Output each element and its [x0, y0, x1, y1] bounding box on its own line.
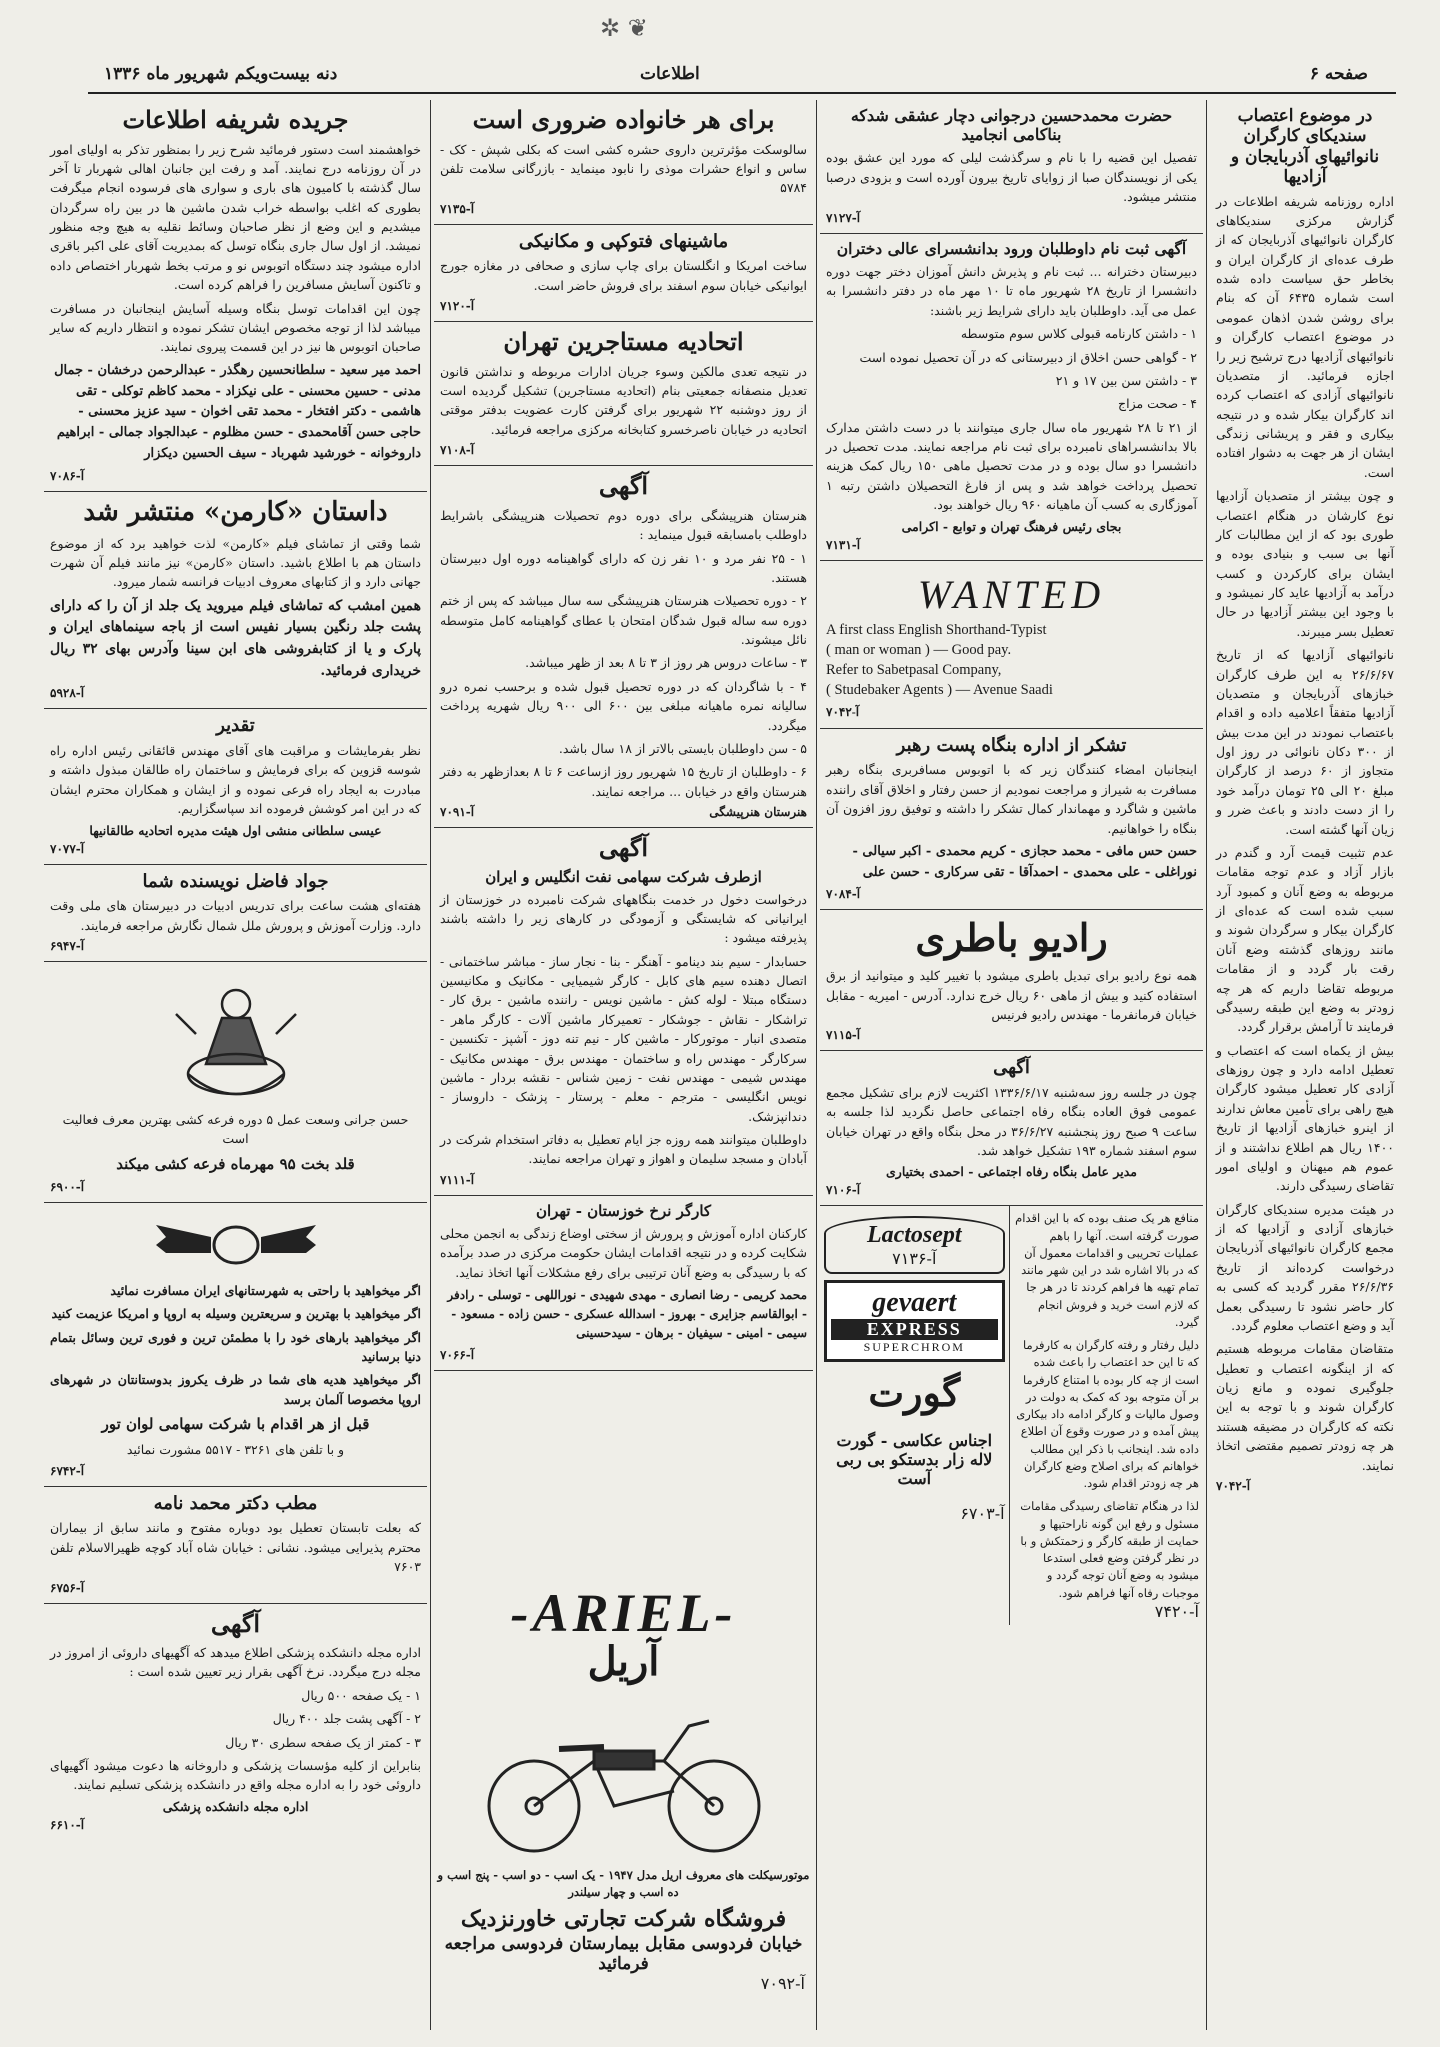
ad-body: دبیرستان دخترانه ... ثبت نام و پذیرش دانش آموزان دختر جهت دوره دانشسرا از تاریخ ۲۸ شهریور ماه تا ۱۰ مهر ماه در دفتر دانشسرا به عمل می آید. داوطلبان باید دارای شرایط زیر باشند: — [826, 264, 1197, 318]
ad-body: اداره مجله دانشکده پزشکی اطلاع میدهد که آگهیهای داروئی از امروز در مجله درج میگردد. نرخ آگهی بقرار زیر تعیین شده است : — [49, 1645, 421, 1680]
newspaper-name: اطلاعات — [640, 64, 700, 84]
ad-title: آگهی — [210, 1608, 261, 1638]
fortune-figure-icon — [176, 990, 296, 1094]
ad-body: که بعلت تابستان تعطیل بود دوباره مفتوح و مانند سابق از بیماران محترم پذیرایی میشود. نشانی : خیابان شاه آباد کوچه ظهیرالاسلام تلفن ۷۶۰۳ — [50, 1520, 421, 1575]
ad-body: همین امشب که تماشای فیلم میروید یک جلد از آن را که دارای پشت جلد رنگین بسیار نفیس است از باجه سینماهای ایران و پارک و یا از کتابفروشی های ابن سینا وآدرس بهای ۳۲ ریال خریداری فرمائید. — [50, 597, 422, 679]
ad-code-text: آ-۶۹۰۰ — [50, 1179, 85, 1194]
column-1 — [1210, 100, 1400, 2030]
ad-title: تشکر از اداره بنگاه پست رهبر — [896, 734, 1127, 756]
ad-body: چون در جلسه روز سه‌شنبه ۱۳۳۶/۶/۱۷ اکثریت لازم برای تشکیل مجمع عمومی فوق العاده بنگاه رفاه اجتماعی حاصل نگردید لذا جلسه به ساعت ۹ صبح روز پنجشنبه ۳۶/۶/۲۷ در محل بنگاه واقع در تهران خیابان سوم اسفند شماره ۱۹۳ تشکیل خواهد شد. — [826, 1084, 1197, 1158]
ad-body: چون این اقدامات توسل بنگاه وسیله آسایش اینجانبان در مسافرت میباشد لذا از توجه مخصوص ایشان تشکر نموده و انتظار داریم که سایر صاحبان اتوبوس ها نیز در این قسمت پیروی نمایند. — [50, 300, 421, 355]
ad-title: جواد فاضل نویسنده شما — [142, 870, 329, 892]
ad-title: داستان «کارمن» منتشر شد — [83, 496, 388, 527]
lottery-illustration — [166, 974, 306, 1104]
ad-code — [826, 538, 1197, 552]
motorcycle-icon — [489, 1721, 759, 1851]
ad-gevaert — [824, 1280, 1005, 1362]
ad-code — [50, 1818, 421, 1832]
ad-body: ساخت امریکا و انگلستان برای چاپ سازی و صحافی در مغازه جورج ایوانیکی خیابان سوم اسفند برای فروش حاضر است. — [440, 258, 807, 293]
ad-doctor-office — [44, 1487, 427, 1604]
ad-code — [440, 299, 807, 313]
ad-thanks-rahbar — [820, 729, 1203, 911]
ad-signature: بجای رئیس فرهنگ تهران و توابع - اکرامی — [901, 518, 1122, 534]
ad-body: اینجانبان امضاء کنندگان زیر که با اتوبوس مسافربری بنگاه رهبر مسافرت به شیراز و مراجعت نمودیم از حسن رفتار و اخلاق آقای راننده ماشین و شاگرد و مهماندار کمال تشکر را داشته و توفیق روز افزون آن بنگاه را خواهانیم. — [826, 762, 1197, 836]
ad-code-text: آ-۷۱۱۱ — [440, 1172, 475, 1187]
ad-body: کارکنان اداره آموزش و پرورش از سختی اوضاع زندگی به انجمن محلی شکایت کرده و در نتیجه اقدامات ایشان حکومت مرکزی در صدد برآمده که با رسیدگی به وضع آنان ترتیبی برای رفع مشکلات آنها اتخاذ نماید. — [440, 1225, 807, 1280]
ad-code — [826, 211, 1197, 225]
ad-item-1: ۱ - ۲۵ نفر مرد و ۱۰ نفر زن که دارای گواهینامه دوره اول دبیرستان هستند. — [440, 550, 808, 585]
ad-item-1: ۱ - یک صفحه ۵۰۰ ریال — [301, 1687, 421, 1703]
ad-signature: عیسی سلطانی منشی اول هیئت مدیره اتحادیه طالقانیها — [89, 822, 382, 838]
ad-code-text: آ-۷۱۰۸ — [440, 443, 475, 458]
ad-title: برای هر خانواده ضروری است — [472, 105, 775, 134]
ad-column-products — [820, 1206, 1009, 1625]
ad-title: آگهی — [993, 1057, 1030, 1079]
ad-code — [434, 1974, 813, 1993]
ad-code-text: آ-۷۴۲۰ — [1154, 1601, 1199, 1621]
ad-acting-school — [434, 466, 813, 828]
ad-code — [1216, 1479, 1394, 1493]
ad-title: تقدیر — [216, 715, 255, 737]
gorth-body: اجناس عکاسی - گورت لاله زار بدستکو بی ربی آست — [836, 1431, 993, 1489]
header-rule — [88, 92, 1396, 94]
requirement-2: ۲ - گواهی حسن اخلاق از دبیرستانی که در آن تحصیل نموده است — [859, 349, 1197, 365]
ad-code-text: آ-۶۷۴۲ — [50, 1463, 85, 1478]
ad-code-text: آ-۷۰۹۲ — [760, 1973, 805, 1993]
ad-javad-fazel — [44, 865, 427, 962]
ad-code — [826, 1183, 1197, 1197]
ad-title: مطب دکتر محمد نامه — [153, 1492, 318, 1514]
ad-code-text: آ-۶۷۵۶ — [50, 1580, 85, 1595]
ad-title: آگهی — [598, 833, 649, 862]
ad-title: حضرت محمدحسین درجوانی دچار عشقی شدکه بناکامی انجامید — [850, 106, 1173, 145]
ad-code — [50, 842, 421, 856]
ad-romance-story — [820, 100, 1203, 234]
ad-signature: اداره مجله دانشکده پزشکی — [162, 1798, 309, 1814]
ad-signature: مدیر عامل بنگاه رفاه اجتماعی - احمدی بختیاری — [886, 1164, 1137, 1180]
ariel-address: خیابان فردوسی مقابل بیمارستان فردوسی مراجعه فرمائید — [444, 1933, 803, 1974]
ad-khuzestan — [434, 1196, 813, 1371]
column-2 — [820, 100, 1203, 2030]
ad-item-4: ۴ - با شاگردان که در دوره تحصیل قبول شده و برحسب نمره درو سالیانه نمره ماهیانه مبلغی بین ۶۰۰ الی ۹۰۰ ریال شهریه پرداخت میگردد. — [440, 678, 807, 733]
ad-insecticide — [434, 100, 813, 225]
issue-date: دنه بیست‌ویکم شهریور ماه ۱۳۳۶ — [104, 64, 338, 84]
page-header — [0, 0, 1440, 84]
ad-item-2: ۲ - دوره تحصیلات هنرستان هنرپیشگی سه سال میباشد که پس از ختم دوره سه ساله قبول شدگان امتحان با عطای گواهینامه کامل متوسطه نائل میشوند. — [440, 593, 807, 647]
ad-body: شما وقتی از تماشای فیلم «کارمن» لذت خواهید برد که از موضوع داستان هم با اطلاع باشید. داستان «کارمن» نیز مانند فیلم آن شهرت جهانی دارد و از کتابهای معروف ادبیات فرانسه شمار میرود. — [50, 535, 421, 590]
ad-code — [826, 1028, 1197, 1042]
signatories: محمد کریمی - رضا انصاری - مهدی شهیدی - نوراللهی - توسلی - رادفر - ابوالقاسم جزایری - بهروز - اسدالله عسکری - حسن زاده - مسعود - سیمی - امینی - سیفیان - برهان - سیدحسینی — [447, 1287, 807, 1341]
ad-line-3: اگر میخواهید بارهای خود را با مطمئن ترین و فوری ترین وسائل بتمام دنیا برسانید — [50, 1329, 421, 1365]
ad-code-text: آ-۷۱۰۶ — [826, 1183, 861, 1198]
ad-code-text: آ-۵۹۲۸ — [50, 686, 85, 701]
ad-body: بنابراین از کلیه مؤسسات پزشکی و داروخانه ها دعوت میشود آگهیهای داروئی خود را به اداره مجله واقع در دانشکده پزشکی تسلیم نمایند. — [50, 1757, 421, 1793]
article-paragraph: نانوائیهای آزادیها که از تاریخ ۲۶/۶/۶۷ به این طرف کارگران خبازهای آذربایجان و متصدیان آزادیها متفقاً اعلامیه داده و اقدام باعتصاب نمودند در این مدت بیش از ۳۰۰ دکان نانوائی در روز اول متجاوز از ۶۰ درصد از کارگران مبلغ ۲۰ الی ۲۵ تومان درآمد خود را از دست دادند و باعث ضرر و زیان آنها گشته است. — [1216, 647, 1395, 837]
ad-code-text: آ-۷۱۳۱ — [826, 537, 861, 552]
ad-machines — [434, 225, 813, 322]
ad-signature: هنرستان هنرپیشگی — [709, 805, 807, 819]
ad-title: جریده شریفه اطلاعات — [122, 105, 349, 134]
ad-code — [50, 939, 421, 953]
ad-oil-company — [434, 828, 813, 1196]
ad-code — [440, 1348, 807, 1362]
ad-title: آگهی — [598, 471, 649, 501]
ad-wanted-typist — [820, 561, 1203, 729]
ad-line-2: اگر میخواهید با بهترین و سریعترین وسیله به اروپا و امریکا عزیمت کنید — [51, 1306, 421, 1322]
split-row — [820, 1206, 1203, 1625]
ad-body: خواهشمند است دستور فرمائید شرح زیر را بمنظور تذکر به اولیای امور در آن روزنامه درج نمایند. آمد و رفت این جانبان اهالی شهربار تا آخر سال گذشته با کامیون های باری و سواری های فرسوده انجام میگرفت بطوری که اغلب بواسطه خراب شدن ماشین ها در بین راه سرگردان میشدیم و این وضع از نظر صاحبان وسائط نقلیه به هیچ وجه منظور نمیشد. از اول سال جاری بنگاه توسل که بمدیریت آقای علی اکبر باقری اداره میشود چند دستگاه اتوبوس نو و مرتب بخط شهربار اختصاص داده و تاکنون آسایش مسافرین را فراهم کرده است. — [50, 141, 421, 293]
job-list: حسابدار - سیم بند دینامو - آهنگر - بنا - نجار ساز - مباشر ساختمانی - اتصال دهنده سیم های کابل - کارگر شیمیایی - مکانیک و مکانیسین دستگاه مبتلا - لوله کش - ماشین نویس - راننده ماشین - برق کار - تراشکار - نقاش - جوشکار - تعمیرکار ماشین آلات - کارگر ماهر - متصدی انبار - موتورکار - ماشین کار - نیم تنه دوز - آشپز - تکنسین - سرکارگر - مهندس راه و ساختمان - مهندس برق - مهندس مکانیک - مهندس شیمی - مهندس نفت - زمین شناس - نقشه بردار - ماشین نویس انگلیسی - مترجم - معلم - پرستار - پزشک - داروساز - دندانپزشک. — [440, 953, 807, 1124]
ad-line-4: اگر میخواهید هدیه های شما در ظرف یکروز بدوستانتان در شهرهای اروپا مخصوصا آلمان برسد — [50, 1372, 421, 1407]
ad-item-3: ۳ - کمتر از یک صفحه سطری ۳۰ ریال — [225, 1734, 421, 1750]
ad-subtitle: ازطرف شرکت سهامی نفت انگلیس و ایران — [485, 867, 762, 886]
ad-highlight: قلد بخت ۹۵ مهرماه فرعه کشی میکند — [116, 1154, 355, 1173]
ad-code-text: آ-۶۹۴۷ — [50, 938, 85, 953]
page-number: صفحه ۶ — [1309, 64, 1368, 84]
ad-code-text: آ-۶۷۰۳ — [960, 1504, 1005, 1524]
ariel-store: فروشگاه شرکت تجارتی خاورنزدیک — [460, 1905, 787, 1932]
requirement-4: ۴ - صحت مزاج — [1118, 396, 1197, 412]
signatories: احمد میر سعید - سلطانحسین رهگذر - عبدالرحمن درخشان - جمال مدنی - حسین محسنی - علی نیکزاد - محمد کاظم توکلی - تقی هاشمی - دکتر افتخار - محمد تقی اخوان - سید عزیز محسنی - حاجی حسن آقامحمدی - حسن مظلوم - عبدالجواد جمالی - ابراهیم داروخوانه - خورشید شهرباد - سیف الحسین دیکزار — [54, 362, 421, 461]
ad-line-1: اگر میخواهید با راحتی به شهرستانهای ایران مسافرت نمائید — [110, 1282, 421, 1298]
ad-teachers-college — [820, 234, 1203, 561]
ad-code — [826, 887, 1197, 901]
ad-body: از ۲۱ تا ۲۸ شهریور ماه سال جاری میتوانند با در دست داشتن مدارک بالا بدانشسراهای نامبرده برای ثبت نام مراجعه نمایند. مدت تحصیل در دانشسرا دو سال بوده و در مدت تحصیل ماهی ۱۵۰ ریال کمک هزینه تحصیل پرداخت خواهد شد و پس از فارغ التحصیلان داشتن رتبه ۱ آموزگاری به کسب آن ماهیانه ۹۶۰ ریال خواهند بود. — [826, 419, 1197, 513]
ad-code-text: آ-۷۱۲۷ — [826, 210, 861, 225]
ad-code — [1014, 1602, 1199, 1621]
ad-code — [50, 1180, 421, 1194]
ad-tenants-union — [434, 322, 813, 466]
gorth-title: گورت — [868, 1370, 961, 1416]
ad-lavan-tour — [44, 1203, 427, 1487]
ad-code-text: آ-۷۱۲۰ — [440, 299, 475, 314]
article-paragraph: و چون بیشتر از متصدیان آزادیها نوع کارشان در هنگام اعتصاب طوری بود که از این مطالبات کار آنها بی سبب و بنیادی بوده و ایشان برای کارکردن و کسب درآمد به آزادیها عاید کار نمیشود و با وجود این بیشتر آزادیها در حال تعطیل بسر میبرند. — [1216, 488, 1394, 639]
ad-code — [440, 1173, 807, 1187]
ad-lactosept — [824, 1216, 1005, 1274]
article-paragraph: بیش از یکماه است که اعتصاب و تعطیل ادامه دارد و چون روزهای آزادی کار تعطیل میشود کارگران هیچ راهی برای تأمین معاش ندارند از اینرو خبازهای آزادیها از تاریخ ۱۴۰۰ ریال هم اطلاع نداشتند و از عموم هم میهنان و اولیای امور تقاضای رسیدگی دارند. — [1216, 1042, 1394, 1194]
ad-appreciation — [44, 709, 427, 864]
wanted-line-4: ( Studebaker Agents ) — Avenue Saadi — [826, 682, 1053, 699]
article-paragraph: اداره روزنامه شریفه اطلاعات در گزارش مرکزی سندیکاهای کارگران نانوائیهای آذربایجان که از طرف عده‌ای از کارگران ایران و بخاطر حق سیاست داده شده است شماره ۶۴۳۵ آن که بنام برای روشن شدن اذهان عمومی در موضوع اعتصاب کارگران و نانوائیهای آزادیها درج ترشیح زیر را اجازه فرمائید. از متصدیان نانوائیهای آزادی که اعتصاب کرده اند کارگران بیکار شده و در نتیجه بیکاری و فقر و پریشانی زندگی ایشان از هر جهت به دشوار افتاده است. — [1216, 193, 1394, 480]
requirement-3: ۳ - داشتن سن بین ۱۷ و ۲۱ — [1055, 372, 1197, 388]
ad-title: اتحادیه مستاجرین تهران — [503, 327, 744, 357]
wanted-line-3: Refer to Sabetpasal Company, — [826, 662, 1002, 679]
ad-code — [50, 686, 421, 700]
wanted-headline: WANTED — [917, 571, 1106, 617]
signatories: حسن حس مافی - محمد حجازی - کریم محمدی - اکبر سیالی - نوراغلی - علی محمدی - احمدآقا - تقی سرکاری - حسن علی — [852, 843, 1197, 880]
ad-welfare-meeting — [820, 1051, 1203, 1206]
ad-body: لذا در هنگام تقاضای رسیدگی مقامات مسئول و رفع این گونه ناراحتیها و حمایت از طبقه کارگر و زحمتکش و با در نظر گرفتن وضع فعلی استدعا میشود به وضع آنان توجه گردد و موجبات رفاه آنها فراهم شود. — [1020, 1499, 1199, 1600]
ad-lottery — [44, 962, 427, 1203]
article-title: در موضوع اعتصاب سندیکای کارگران نانوائیهای آذربایجان و آزادیها — [1230, 106, 1380, 188]
ad-code-text: آ-۷۰۸۴ — [826, 887, 861, 902]
ad-code-text: آ-۷۰۶۶ — [440, 1347, 475, 1362]
ad-code — [824, 1504, 1005, 1523]
ad-column-text — [1009, 1206, 1203, 1625]
ad-body: دلیل رفتار و رفته کارگران به کارفرما که تا این حد اعتصاب را باعث شده است از چه کار بوده با امتناع کارفرما بر آن متوجه بود که کمک به دولت در وصول مالیات و کارگر ادامه داد بیکاری پیش آمده و در صورت وقوع آن اطلاع داده شد. اینجانب با ذکر این مطالب خواهانم که برای اصلاح وضع کارگران هر چه زودتر اقدام شود. — [1016, 1338, 1199, 1491]
ad-item-6: ۶ - داوطلبان از تاریخ ۱۵ شهریور روز ازساعت ۶ تا ۸ بعدازظهر به دفتر هنرستان واقع در خیابان ... مراجعه نمایند. — [440, 764, 808, 799]
decorative-mark-icon: ✲ ❦ — [600, 14, 648, 42]
ariel-caption: موتورسیکلت های معروف اریل مدل ۱۹۴۷ - یک اسب - دو اسب - پنج اسب و ده اسب و چهار سیلندر — [437, 1868, 810, 1900]
ad-code-text: آ-۷۰۷۷ — [50, 841, 85, 856]
ad-medical-journal — [44, 1604, 427, 1840]
wings-logo-icon — [156, 1225, 316, 1263]
ad-carmen-book — [44, 492, 427, 710]
ad-code — [440, 443, 807, 457]
ad-title: ماشینهای فتوکپی و مکانیکی — [518, 230, 729, 252]
ad-ariel-motorcycle — [434, 1582, 813, 2030]
winged-logo — [151, 1215, 321, 1275]
gevaert-brand: gevaert — [872, 1287, 957, 1319]
ad-code — [440, 805, 807, 819]
gevaert-express: EXPRESS — [831, 1319, 998, 1340]
ad-battery-radio — [820, 910, 1203, 1051]
ad-body: سالوسکت مؤثرترین داروی حشره کشی است که بکلی شپش - کک - ساس و انواع حشرات موذی را نابود مینماید - بازرگانی سلامت تلفن ۵۷۸۴ — [440, 141, 807, 196]
ad-body: داوطلبان میتوانند همه روزه جز ایام تعطیل به دفاتر استخدام شرکت در آبادان و مسجد سلیمان و اهواز و تهران مراجعه نمایند. — [440, 1132, 807, 1167]
ad-code — [50, 1464, 421, 1478]
gevaert-superchrom: SUPERCHROM — [863, 1340, 965, 1355]
column-4 — [44, 100, 427, 2030]
column-divider — [1206, 100, 1207, 2030]
ad-code-text: آ-۷۱۳۵ — [440, 201, 475, 216]
ad-body: منافع هر یک صنف بوده که با این اقدام صورت گرفته است. آنها را باهم عملیات تحریبی و اقدامات معمول آن که در بالا اشاره شد در این شهر مانند تمام تهیه ها فراهم کردند تا در هر جا که لازم است خرید و فروش انجام گیرد. — [1015, 1211, 1199, 1329]
column-divider — [430, 100, 431, 2030]
ad-letter-shahriar — [44, 100, 427, 492]
requirement-1: ۱ - داشتن کارنامه قبولی کلاس سوم متوسطه — [960, 326, 1197, 342]
ad-title: کارگر نرخ خوزستان - تهران — [535, 1201, 712, 1220]
ad-item-5: ۵ - سن داوطلبان بایستی بالاتر از ۱۸ سال باشد. — [558, 740, 807, 756]
ad-phone: و با تلفن های ۳۲۶۱ - ۵۵۱۷ مشورت نمائید — [126, 1442, 345, 1458]
ad-title: آگهی ثبت نام داوطلبان ورود بدانشسرای عالی دختران — [836, 238, 1187, 258]
ad-code-text: آ-۷۱۱۵ — [826, 1028, 861, 1043]
ad-code-text: آ-۷۱۳۶ — [892, 1249, 937, 1269]
wanted-line-1: A first class English Shorthand-Typist — [826, 621, 1047, 638]
ad-code-text: آ-۷۰۹۱ — [440, 805, 475, 819]
ad-body: هنرستان هنرپیشگی برای دوره دوم تحصیلات هنرپیشگی باشرایط داوطلب بامسابقه قبول مینماید : — [440, 507, 807, 543]
ad-item-2: ۲ - آگهی پشت جلد ۴۰۰ ریال — [272, 1711, 421, 1727]
article-paragraph: متقاضان مقامات مربوطه هستیم که از اینگونه اعتصاب و تعطیل جلوگیری نموده و مانع زیان کارگران شوند و با توجه به این نکته که کارگران در مضیقه هستند هر چه زودتر تصمیم مقتضی اتخاذ نمایند. — [1216, 1341, 1394, 1473]
ad-title: رادیو باطری — [915, 915, 1108, 961]
ad-code — [50, 1581, 421, 1595]
ad-body: هفته‌ای هشت ساعت برای تدریس ادبیات در دبیرستان های ملی وقت دارد. وزارت آموزش و پرورش ملل شمال نگارش مراجعه فرمایند. — [50, 898, 421, 933]
ad-body: همه نوع رادیو برای تبدیل باطری میشود با تغییر کلید و میتوانید از برق استفاده کنید و بیش از ماهی ۶۰ ریال خرج ندارد. آدرس - امیریه - مقابل خیابان فرمانفرما - مهندس رادیو فرنیس — [826, 968, 1197, 1022]
ad-code-text: آ-۷۰۴۲ — [1216, 1478, 1251, 1493]
column-divider — [816, 100, 817, 2030]
ariel-brand: -ARIEL- — [510, 1583, 737, 1643]
ad-code-text: آ-۷۰۴۲ — [826, 704, 860, 719]
ad-body: درخواست دخول در خدمت بنگاههای شرکت نامبرده در خوزستان از ایرانیانی که شایستگی و آزمودگی در کارهای زیر را داشته باشند پذیرفته میشود : — [440, 891, 807, 946]
ad-item-3: ۳ - ساعات دروس هر روز از ۳ تا ۸ بعد از ظهر میباشد. — [525, 655, 807, 671]
wanted-line-2: ( man or woman ) — Good pay. — [826, 641, 1012, 658]
lactosept-brand: Lactosept — [866, 1222, 962, 1249]
ariel-brand-fa: آریل — [587, 1638, 660, 1685]
ad-code — [826, 705, 1197, 720]
ad-code-text: آ-۷۰۸۶ — [50, 468, 85, 483]
ad-company: قبل از هر اقدام با شرکت سهامی لوان تور — [101, 1415, 370, 1434]
ad-body: حسن جرانی وسعت عمل ۵ دوره فرعه کشی بهترین معرف فعالیت است — [62, 1111, 409, 1147]
article-paragraph: در هیئت مدیره سندیکای کارگران خبازهای آزادی و آزادیها که از مجمع کارگران نانوائیهای آذربایجان درخواست کرده‌اند از تاریخ ۲۶/۶/۳۶ مقرر گردید که کسی به کار حاضر نشود تا رسیدگی بعمل آید و وضع اعتصاب معلوم گردد. — [1216, 1201, 1394, 1333]
ad-code — [50, 469, 421, 483]
motorcycle-illustration — [464, 1691, 784, 1861]
ad-body: در نتیجه تعدی مالکین وسوء جریان ادارات مربوطه و نداشتن قانون تعدیل منصفانه جمعیتی بنام (اتحادیه مستاجرین) تشکیل گردیده است از روز دوشنبه ۲۲ شهریور برای گرفتن کارت عضویت بدفتر موقتی اتحادیه در خیابان ناصرخسرو کتابخانه مرکزی مراجعه فرمائید. — [440, 363, 807, 437]
ad-code — [440, 202, 807, 216]
ad-body: تفصیل این قضیه را با نام و سرگذشت لیلی که مورد این عشق بوده یکی از نویسندگان صبا از زوایای تاریخ بیرون آورده است و بزودی درصبا منتشر میشود. — [826, 150, 1197, 205]
ad-body: نظر بفرمایشات و مراقبت های آقای مهندس قائقانی رئیس اداره راه شوسه قزوین که برای فرمایش و ساختمان راه طالقان مبذول داشته و مبادرت به ایجاد راه فرعی نموده و از ایشان و همکاران محترم ایشان که در این امر کوشش فرموده اند سپاسگزاریم. — [50, 743, 421, 817]
ad-code-text: آ-۶۶۱۰ — [50, 1817, 85, 1832]
strike-article — [1210, 100, 1400, 1501]
ad-code — [830, 1249, 999, 1268]
article-paragraph: عدم تثبیت قیمت آرد و گندم در بازار آزاد و عدم توجه مقامات مربوطه به وضع آنان و کمبود آرد سبب شده است که عده‌ای از کارگران بیکار و سرگردان شوند و مانند روزهای گذشته وضع آنان رقت بار گردد و از مقامات مربوطه تقاضا داریم که هر چه زودتر به وضع این طبقه رسیدگی فرمایند تا آرامش برقرار گردد. — [1216, 844, 1394, 1035]
